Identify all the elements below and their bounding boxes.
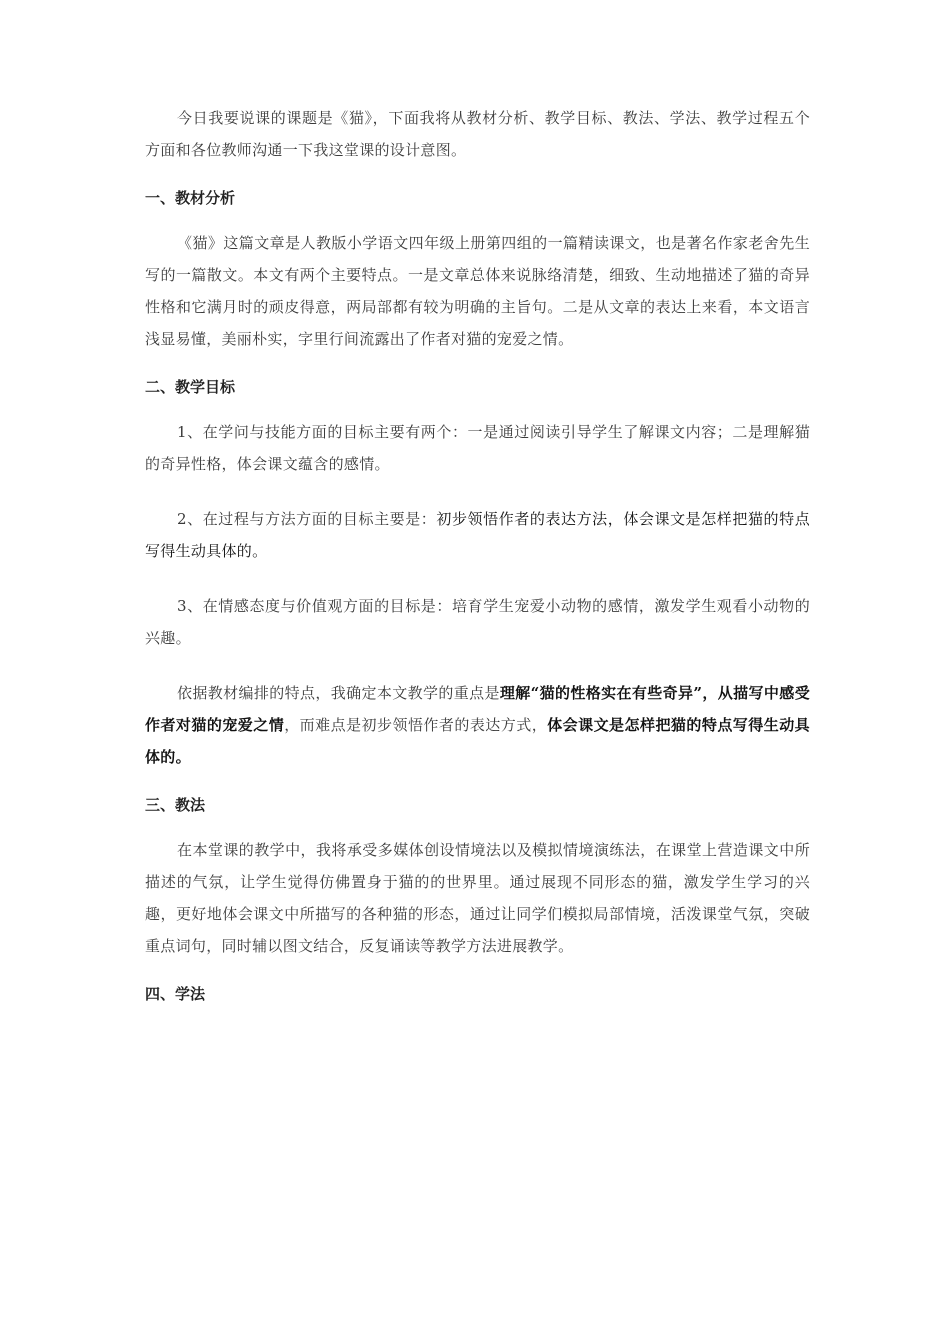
intro-paragraph: 今日我要说课的课题是《猫》，下面我将从教材分析、教学目标、教法、学法、教学过程五个方面和各位教师沟通一下我这堂课的设计意图。 [145, 109, 810, 159]
goal-knowledge-paragraph: 1、在学问与技能方面的目标主要有两个：一是通过阅读引导学生了解课文内容；二是理解猫的奇异性格，体会课文蕴含的感情。 [145, 423, 810, 473]
section-heading-textbook-analysis: 一、教材分析 [145, 189, 236, 207]
teaching-methods-paragraph: 在本堂课的教学中，我将承受多媒体创设情境法以及模拟情境演练法，在课堂上营造课文中所描述的气氛，让学生觉得仿佛置身于猫的的世界里。通过展现不同形态的猫，激发学生学习的兴趣，更好地体会课文中所描写的各种猫的形态，通过让同学们模拟局部情境，活泼课堂气氛，突破重点词句，同时辅以图文结合，反复诵读等教学方法进展教学。 [145, 841, 810, 955]
difficulty-lead: ，而难点是初步领悟作者的表达方式， [284, 716, 548, 734]
focus-difficulty-paragraph [145, 677, 810, 773]
goal-process-paragraph [145, 503, 810, 567]
difficulty-point: 体会课文是怎样把猫的特点写得生动具体的。 [145, 716, 810, 766]
section-heading-teaching-goals: 二、教学目标 [145, 378, 236, 396]
section-heading-learning-methods: 四、学法 [145, 985, 206, 1003]
document-page [145, 102, 810, 1006]
textbook-analysis-paragraph: 《猫》这篇文章是人教版小学语文四年级上册第四组的一篇精读课文，也是著名作家老舍先生写的一篇散文。本文有两个主要特点。一是文章总体来说脉络清楚，细致、生动地描述了猫的奇异性格和它满月时的顽皮得意，两局部都有较为明确的主旨句。二是从文章的表达上来看，本文语言浅显易懂，美丽朴实，字里行间流露出了作者对猫的宠爱之情。 [145, 234, 810, 348]
goal-process-detail: 初步领悟作者的表达方法，体会课文是怎样把猫的特点写得生动具体的。 [145, 510, 810, 560]
goal-process-lead: 2、在过程与方法方面的目标主要是： [177, 510, 437, 528]
goal-emotion-paragraph: 3、在情感态度与价值观方面的目标是：培育学生宠爱小动物的感情，激发学生观看小动物的兴趣。 [145, 597, 810, 647]
focus-lead: 依据教材编排的特点，我确定本文教学的重点是 [177, 684, 500, 702]
focus-key-point: 理解“猫的性格实在有些奇异”，从描写中感受作者对猫的宠爱之情 [145, 684, 810, 734]
section-heading-teaching-methods: 三、教法 [145, 796, 206, 814]
